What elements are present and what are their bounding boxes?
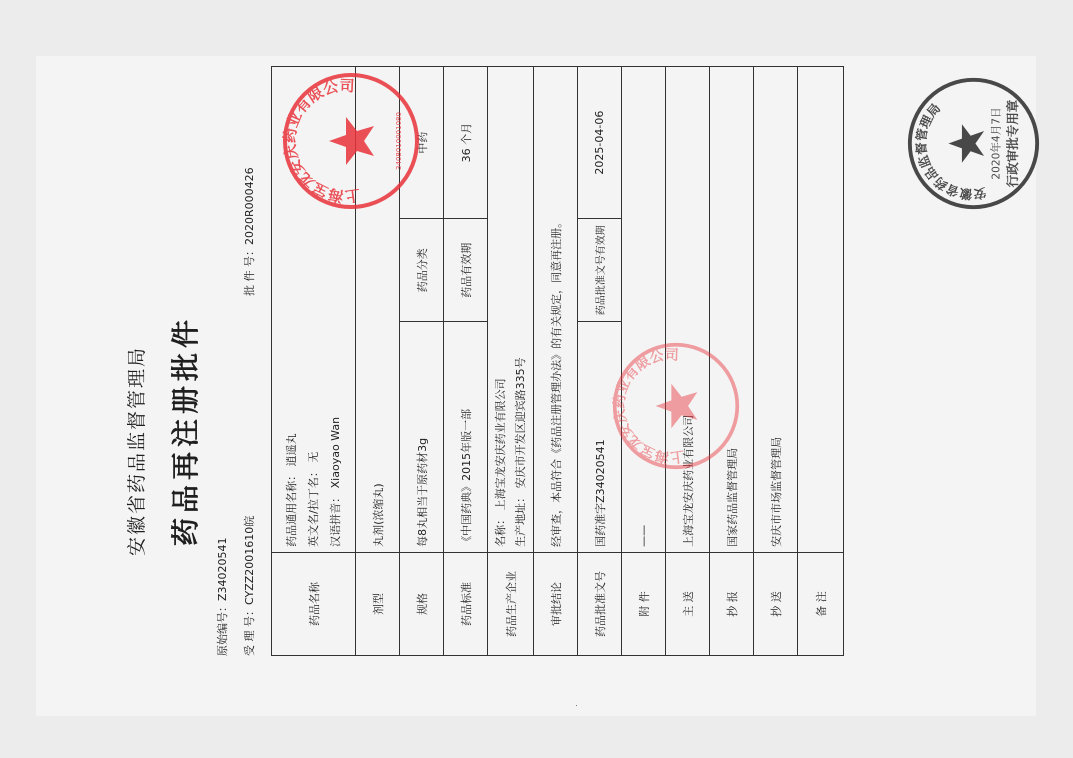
name-label: 药品名称 [272, 552, 356, 655]
main-send-value: 上海宝龙安庆药业有限公司 [666, 67, 710, 553]
producer-name: 名称： 上海宝龙安庆药业有限公司 [493, 378, 507, 547]
form-value: 丸剂(浓缩丸) [356, 67, 400, 553]
remark-value [798, 67, 844, 553]
remark-label: 备 注 [798, 552, 844, 655]
government-seal [906, 76, 1041, 211]
spec-value: 每8丸相当于原药材3g [400, 322, 444, 553]
spec-label: 规格 [400, 552, 444, 655]
validity-label: 药品有效期 [444, 219, 488, 322]
approval-valid-value: 2025-04-06 [578, 67, 622, 219]
copy-send-label: 抄 送 [754, 552, 798, 655]
category-label: 药品分类 [400, 219, 444, 322]
main-send-label: 主 送 [666, 552, 710, 655]
approval-document [36, 56, 1036, 716]
government-seal-center: 行政审批专用章 [1004, 99, 1020, 188]
validity-value: 36 个月 [444, 67, 488, 219]
producer-address: 生产地址： 安庆市开发区迎宾路335号 [513, 357, 527, 547]
company-seal [281, 71, 421, 211]
acceptance-number: 受 理 号：CYZZ2001610皖 [243, 515, 256, 656]
producer-label: 药品生产企业 [488, 552, 534, 655]
copy-send-value: 安庆市市场监督管理局 [754, 67, 798, 553]
document-title: 药品再注册批件 [169, 314, 202, 546]
standard-label: 药品标准 [444, 552, 488, 655]
government-seal-date: 2020年4月7日 [990, 107, 1003, 180]
copy-report-label: 抄 报 [710, 552, 754, 655]
approval-doc-value: 国药准字Z34020541 [578, 322, 622, 553]
standard-value: 《中国药典》2015年版一部 [444, 322, 488, 553]
attachment-value: —— [622, 67, 666, 553]
company-seal-text: 上海宝龙安庆药业有限公司 [281, 76, 362, 206]
issuer-title: 安徽省药品监督管理局 [126, 345, 148, 556]
approval-number: 批 件 号：2020R000426 [243, 167, 256, 296]
approval-valid-label: 药品批准文号有效期 [578, 219, 622, 322]
conclusion-label: 审批结论 [534, 552, 578, 655]
company-seal-number: 3408010001080 [395, 112, 403, 170]
category-value: 中药 [400, 67, 444, 219]
original-number: 原始编号：Z34020541 [216, 537, 229, 656]
attachment-label: 附 件 [622, 552, 666, 655]
government-seal-arc: 安徽省药品监督管理局 [913, 100, 988, 203]
company-seal-faint-text: 上海宝龙安庆药业有限公司 [611, 347, 686, 465]
company-seal-faint [611, 341, 741, 471]
scan-mark [576, 705, 577, 706]
pinyin-name: 汉语拼音： Xiaoyao Wan [328, 416, 342, 547]
generic-name: 药品通用名称： 逍遥丸 [284, 433, 298, 547]
form-label: 剂型 [356, 552, 400, 655]
approval-doc-label: 药品批准文号 [578, 552, 622, 655]
copy-report-value: 国家药品监督管理局 [710, 67, 754, 553]
producer-values [488, 67, 534, 553]
conclusion-value: 经审查，本品符合《药品注册管理办法》的有关规定，同意再注册。 [534, 67, 578, 553]
english-name: 英文名/拉丁名： 无 [306, 451, 320, 547]
